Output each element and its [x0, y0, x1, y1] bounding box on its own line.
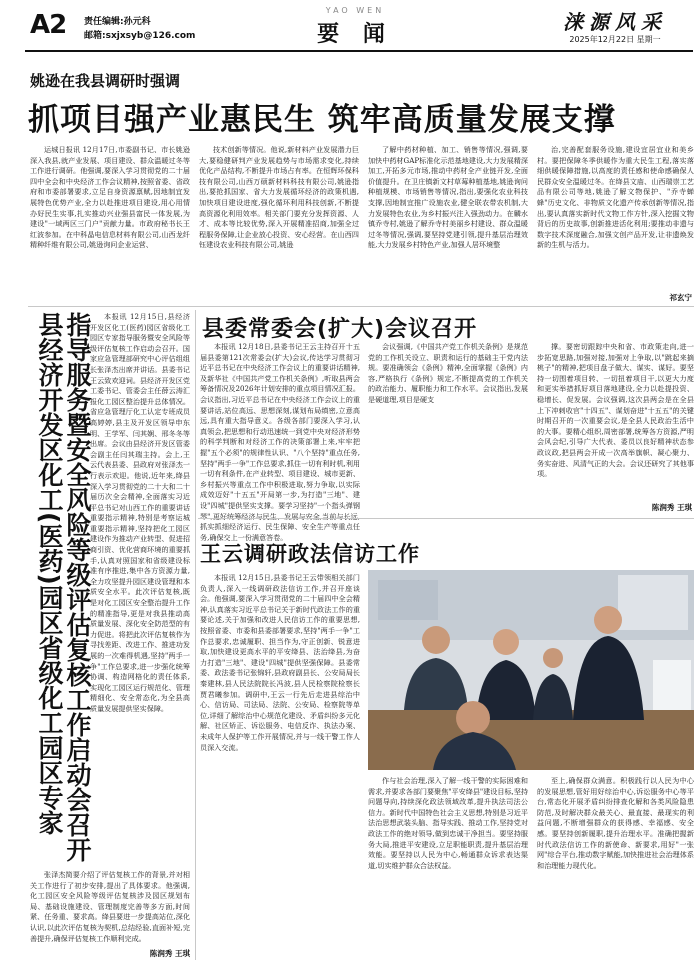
lead-kicker: 姚逊在我县调研时强调: [30, 72, 181, 90]
petition-column-2: 作与社会治理,深入了解一线干警的实际困难和需求,并要求各部门要聚焦"平安绛县"建设目标,坚持问题导向,持续深化政法领域改革,提升执法司法公信力。新时代中国特色社会主义思想,特别是习近平法治思想武装头脑、指导实践、推动工作,坚持党对政法工作的绝对领导,做到忠诚干净担当。要坚持服务大局,推进平安建设,立足职能职责,提升基层治理效能。要坚持以人民为中心,畅通群众诉求表达渠道,切实维护群众合法权益。: [368, 776, 529, 870]
lead-byline: 祁玄宁: [669, 293, 692, 302]
petition-headline: 王云调研政法信访工作: [200, 542, 420, 566]
meeting-bottom-rule: [198, 518, 694, 519]
meeting-column-2: 撑。要密切跟踪中央和省、市政策走向,进一步拓宽思路,加强对接,加强对上争取,以"跳起来摘桃子"的精神,把项目盘子做大、谋实、谋好。要坚持一切围着项目转、一切扭着项目干,以更大力度和更实举措抓好项目落地建设,全力以赴提投资、稳增长、促发展。会议强调,这次县两会是在全县上下冲刺收官"十四五"、谋划奋进"十五五"的关键时期召开的一次重要会议,是全县人民政治生活中的大事。要精心组织,周密部署,统筹各方资源,严明会风会纪,引导广大代表、委员以良好精神状态参政议政,把县两会开成一次高举旗帜、凝心聚力、务实奋进、风清气正的大会。会议还研究了其他事项。: [537, 342, 694, 479]
lead-column-3: 了解中药材种植、加工、销售等情况,强调,要加快中药材GAP标准化示范基地建设,大力发展精深加工,开拓多元市场,推动中药材全产业链开发,全面价值提升。在卫庄镇新文村草莓种植基地,姚逊询问种植规模、市场销售等情况,指出,要强化农业科技支撑,因地制宜推广设施农业,健全联农带农机制,大力发展特色农业,为乡村振兴注入强劲动力。在麟水镇乔寺村,姚逊了解乔寺村美丽乡村建设、群众温暖过冬等情况,强调,要坚持党建引领,提升基层治理效能,大力发展乡村特色产业,加强人居环境整: [368, 145, 528, 250]
masthead: [0, 0, 700, 58]
section-title: 要 闻: [317, 21, 393, 47]
left-column-divider: [195, 310, 196, 960]
paper-name: 涞源风采: [563, 10, 667, 34]
petition-column-lead: 本报讯 12月15日,县委书记王云带领相关部门负责人,深入一线调研政法信访工作,并召开座谈会。他强调,要深入学习贯彻党的二十届四中全会精神,认真落实习近平总书记关于新时代政法工作的重要论述,关于加强和改进人民信访工作的重要思想,按照省委、市委和县委部署要求,坚持"两手一争"工作总要求,忠诚履职、担当作为,守正创新、锐意进取,加快建设更高水平的平安绛县、法治绛县,为奋力打造"三地"、建设"四城"提供坚强保障。县委常委、政法委书记张锦轩,县政府副县长、公安局局长秦建林,县人民法院院长冯波,县人民检察院检察长贾君曦参加。调研中,王云一行先后走进县综治中心、信访局、司法局、法院、公安局、检察院等单位,详细了解综治中心规范化建设、矛盾纠纷多元化解、社区矫正、诉讼服务、电信反诈、执法办案、未成年人保护等工作开展情况,并与一线干警工作人员深入交流。: [200, 573, 360, 752]
lead-column-2: 技术创新等情况。他说,新材料产业发展潜力巨大,要稳健研判产业发展趋势与市场需求变化,持续优化产品结构,不断提升市场占有率。在恒辉环保科技有限公司,山西万硕新材料科技有限公司,姚逊指出,要抢抓国家、省大力发展循环经济的政策机遇,加快项目建设进度,强化循环利用科技创新,不断提高资源化利用效率。相关部门要充分发挥资源、人才、成本等比较优势,深入开展精准招商,加强全过程服务保障,让企业放心投资、安心经营。在山西四钰建设农业科技有限公司,姚逊: [199, 145, 359, 250]
left-story-headline: [58, 312, 92, 872]
editor-line: 责任编辑:孙元科: [84, 17, 151, 27]
masthead-rule: [25, 50, 693, 52]
left-story-byline: 陈润秀 王琪: [149, 949, 190, 958]
lead-headline: 抓项目强产业惠民生 筑牢高质量发展支撑: [28, 102, 616, 138]
lead-bottom-rule: [28, 306, 694, 307]
section-latin-text: YAO WEN: [325, 6, 385, 15]
date-line: 2025年12月22日 星期一: [569, 35, 661, 44]
meeting-column-3: 会议强调,《中国共产党工作机关条例》是规范党的工作机关设立、职责和运行的基础主干党内法规。要准确领会《条例》精神,全面掌握《条例》内容,严格执行《条例》规定,不断提高党的工作机关的政治能力、履职能力和工作水平。会议指出,发展是硬道理,项目是硬支: [368, 342, 528, 404]
news-photo: [368, 570, 694, 770]
left-story-headline-text: 指导服务暨安全风险等级评估复核工作启动会召开: [63, 312, 92, 862]
meeting-byline: 陈润秀 王琪: [651, 503, 692, 512]
section-latin: [290, 6, 420, 15]
email-line: 邮箱:sxjxsyb@126.com: [84, 31, 196, 41]
left-story-column-a: 本报讯 12月15日,县经济开发区化工(医药)园区省级化工园区专家指导服务暨安全风险等级评估复核工作启动会召开。国家应急管理部研究中心评估组组长张泽杰出席并讲话。县委书记王云致欢迎词。县经济开发区党工委书记、管委会主任薛云涛汇报化工园区整治提升总体情况。省应急管理厅化工认定专班成员高婷婷,县主及开发区领导申东明、王学军、闫其娴、邢冬冬等出席。会议由县经济开发区管委会副主任闫其瑞主持。会上,王云代表县委、县政府对张泽杰一行表示欢迎。他说,近年来,绛县深入学习贯彻党的二十大和二十届历次全会精神,全面落实习近平总书记对山西工作的重要讲话重要指示精神,特别是考察运城重要指示精神,坚持把化工园区建设作为推动产业转型、促进招商引资、优化营商环境的重要抓手,认真对照国家和省级建设标准有序推进,集中各方资源力量,全力攻坚提升园区建设管理和本质安全水平。此次评估复核,既是对化工园区安全整治提升工作的精准指导,更是对我县推动高质量发展、深化安全防范型的有力促进。将把此次评估复核作为寻找差距、改进工作、推进功发展的一次难得机遇,坚持"两手一争"工作总要求,进一步强化统筹协调、构造网格化的责任体系,实现化工园区运行规范化、管理精细化、安全常态化,为全县高质量发展提供坚实保障。: [90, 312, 190, 713]
petition-column-3: 至上,确保群众满意。积极践行以人民为中心的发展思想,管好用好综治中心,诉讼服务中心等平台,常态化开展矛盾纠纷排查化解和各类风险隐患防范,及时解决群众最关心、最直接、最现实的利益问题,不断增强群众的获得感、幸福感、安全感。要坚持创新履职,提升治理水平。准确把握新时代政法信访工作的新使命、新要求,用好"一张网"综合平台,推动数字赋能,加快推进社会治理体系和治理能力现代化。: [537, 776, 694, 870]
lead-column-1: 运城日报讯 12月17日,市委副书记、市长姚逊深入我县,就产业发展、项目建设、群众温暖过冬等工作进行调研。他强调,要深入学习贯彻党的二十届四中全会和中央经济工作会议精神,按照省委、省政府和市委部署要求,立足自身资源禀赋,因地制宜发展特色优势产业,全力以赴推进项目建设,用心用情办好民生实事,扎实推动兴业强县富民一体发展,为建设"一域两区三门户"贡献力量。市政府秘书长王红波参加。在中科晶电信息材料有限公司,山西龙纤精种纤维有限公司,姚逊询问企业运营、: [30, 145, 190, 250]
meeting-headline: 县委常委会(扩大)会议召开: [202, 317, 478, 342]
photo-illustration: [368, 570, 694, 770]
lead-column-4: 治,完善配套服务设施,建设宜居宜业和美乡村。要把保障冬季供暖作为重大民生工程,落实落细供暖保障措施,以高度的责任感和使命感确保人民群众安全温暖过冬。在绛县文庙、山西瑞崇工艺品有限公司等地,姚逊了解文物保护、"乔寺蝉蜂"历史文化、非物质文化遗产传承创新等情况,指出,要认真落实新时代文物工作方针,深入挖掘文物背后的历史故事,创新推进活化利用;要推动非遗与数字技术深度融合,加强文创产品开发,让非遗焕发新的生机与活力。: [537, 145, 694, 250]
left-story-headline-sub-text: 县经济开发区化工(医药)园区省级化工园区专家: [35, 312, 64, 835]
meeting-column-1: 本报讯 12月18日,县委书记王云主持召开十五届县委第121次常委会(扩大)会议,传达学习贯彻习近平总书记在中央经济工作会议上的重要讲话精神,及新华社《中国共产党工作机关条例》,听取县两会筹备情况及2026年计划安排的重点项目情况汇报。会议指出,习近平总书记在中央经济工作会议上的重要讲话,站位高远、思想深刻,谋划布局缜密,立意高远,具有重大指导意义。各级各部门要深入学习,认真领会,把思想和行动迅速统一到党中央对经济形势的科学判断和对经济工作的决策部署上来,牢牢把握"五个必须"的规律性认识、"八个坚持"重点任务,坚持"两手一争"工作总要求,抓住一切有利时机,利用一切有利条件,在产业转型、项目建设、城市更新、乡村振兴等重点工作中积极进取,努力争取,以实际成效迈好"十五五"开局第一步,为打造"三地"、建设"四城"提供坚实支撑。要学习坚持"一个指头弹钢琴",更好统筹经济与民生、发展与安全,当前与长远,抓实抓细经济运行、民生保障、安全生产等重点任务,确保交上一份满意答卷。: [200, 342, 361, 542]
left-story-column-c: 张泽杰简要介绍了评估复核工作的背景,并对相关工作进行了初步安排,提出了具体要求。他强调,化工园区安全风险等级评估复核涉及园区规划布局、基础设施建设、管理制度完善等多方面,时间紧、任务重、要求高。绛县要进一步提高站位,深化认识,以此次评估复核为契机,总结经验,直面补短,完善提升,确保评估复核工作顺利完成。: [30, 870, 190, 943]
page-number: A2: [30, 10, 67, 40]
